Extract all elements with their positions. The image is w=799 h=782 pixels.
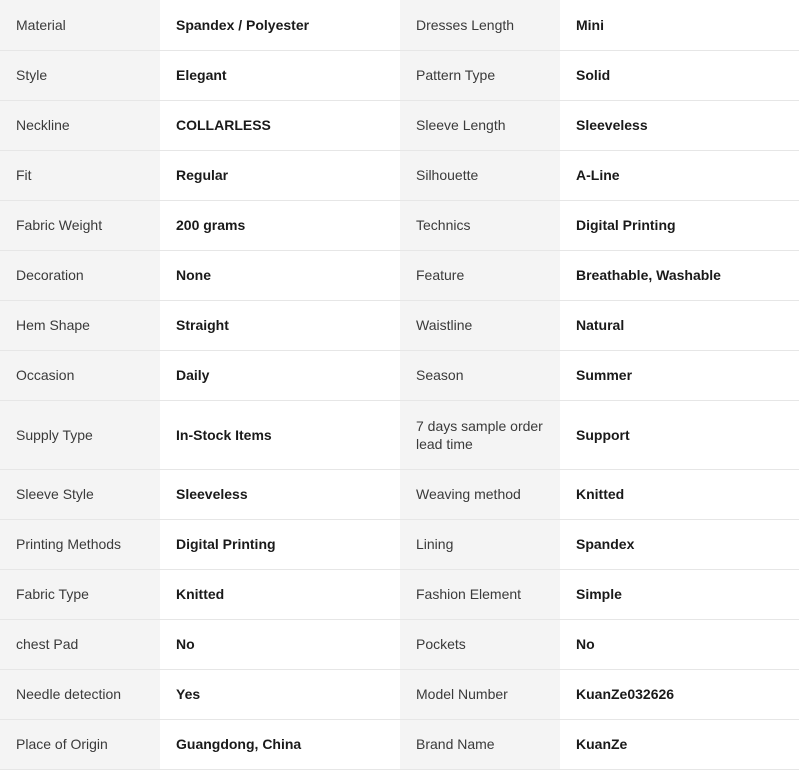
attribute-value: No bbox=[560, 619, 799, 669]
attribute-value: Knitted bbox=[560, 469, 799, 519]
attribute-value: Mini bbox=[560, 0, 799, 50]
attribute-value: Digital Printing bbox=[560, 200, 799, 250]
table-row bbox=[0, 300, 799, 350]
attribute-label: Style bbox=[0, 50, 160, 100]
attribute-label: Season bbox=[400, 350, 560, 400]
attribute-label: Pockets bbox=[400, 619, 560, 669]
attribute-value: Sleeveless bbox=[560, 100, 799, 150]
table-row bbox=[0, 669, 799, 719]
attribute-value: KuanZe032626 bbox=[560, 669, 799, 719]
attribute-label: Printing Methods bbox=[0, 519, 160, 569]
attribute-value: Support bbox=[560, 400, 799, 469]
attribute-label: Decoration bbox=[0, 250, 160, 300]
table-row bbox=[0, 100, 799, 150]
attribute-value: COLLARLESS bbox=[160, 100, 400, 150]
attribute-value: In-Stock Items bbox=[160, 400, 400, 469]
table-row bbox=[0, 469, 799, 519]
attribute-label: Technics bbox=[400, 200, 560, 250]
attribute-label: Silhouette bbox=[400, 150, 560, 200]
attribute-value: KuanZe bbox=[560, 719, 799, 769]
attribute-value: Digital Printing bbox=[160, 519, 400, 569]
attribute-value: Daily bbox=[160, 350, 400, 400]
table-row bbox=[0, 619, 799, 669]
table-row bbox=[0, 150, 799, 200]
attribute-label: Needle detection bbox=[0, 669, 160, 719]
attribute-label: Weaving method bbox=[400, 469, 560, 519]
attribute-label: Lining bbox=[400, 519, 560, 569]
table-row bbox=[0, 569, 799, 619]
attribute-label: Fabric Weight bbox=[0, 200, 160, 250]
attribute-value: Knitted bbox=[160, 569, 400, 619]
attribute-label: Fashion Element bbox=[400, 569, 560, 619]
attribute-value: Simple bbox=[560, 569, 799, 619]
attribute-value: Guangdong, China bbox=[160, 719, 400, 769]
attribute-value: Spandex bbox=[560, 519, 799, 569]
attribute-label: Feature bbox=[400, 250, 560, 300]
attribute-label: Neckline bbox=[0, 100, 160, 150]
attribute-label: Waistline bbox=[400, 300, 560, 350]
attribute-label: Pattern Type bbox=[400, 50, 560, 100]
attribute-value: No bbox=[160, 619, 400, 669]
attribute-value: Yes bbox=[160, 669, 400, 719]
attribute-label: 7 days sample order lead time bbox=[400, 400, 560, 469]
attribute-value: Sleeveless bbox=[160, 469, 400, 519]
attribute-value: Spandex / Polyester bbox=[160, 0, 400, 50]
attribute-value: Regular bbox=[160, 150, 400, 200]
attribute-value: A-Line bbox=[560, 150, 799, 200]
attribute-label: Material bbox=[0, 0, 160, 50]
attribute-value: Summer bbox=[560, 350, 799, 400]
attribute-label: Model Number bbox=[400, 669, 560, 719]
table-row bbox=[0, 0, 799, 50]
attribute-label: chest Pad bbox=[0, 619, 160, 669]
attribute-label: Sleeve Length bbox=[400, 100, 560, 150]
attribute-value: 200 grams bbox=[160, 200, 400, 250]
attribute-label: Fabric Type bbox=[0, 569, 160, 619]
attribute-label: Occasion bbox=[0, 350, 160, 400]
attribute-label: Sleeve Style bbox=[0, 469, 160, 519]
attribute-label: Dresses Length bbox=[400, 0, 560, 50]
attribute-label: Hem Shape bbox=[0, 300, 160, 350]
attribute-label: Fit bbox=[0, 150, 160, 200]
attribute-label: Place of Origin bbox=[0, 719, 160, 769]
attribute-value: Straight bbox=[160, 300, 400, 350]
attribute-value: Breathable, Washable bbox=[560, 250, 799, 300]
table-row bbox=[0, 50, 799, 100]
attribute-value: Natural bbox=[560, 300, 799, 350]
table-row bbox=[0, 250, 799, 300]
table-row bbox=[0, 400, 799, 469]
attribute-value: Solid bbox=[560, 50, 799, 100]
table-row bbox=[0, 350, 799, 400]
table-row bbox=[0, 519, 799, 569]
attribute-label: Supply Type bbox=[0, 400, 160, 469]
attribute-label: Brand Name bbox=[400, 719, 560, 769]
table-row bbox=[0, 200, 799, 250]
attribute-value: None bbox=[160, 250, 400, 300]
table-row bbox=[0, 719, 799, 769]
attribute-value: Elegant bbox=[160, 50, 400, 100]
